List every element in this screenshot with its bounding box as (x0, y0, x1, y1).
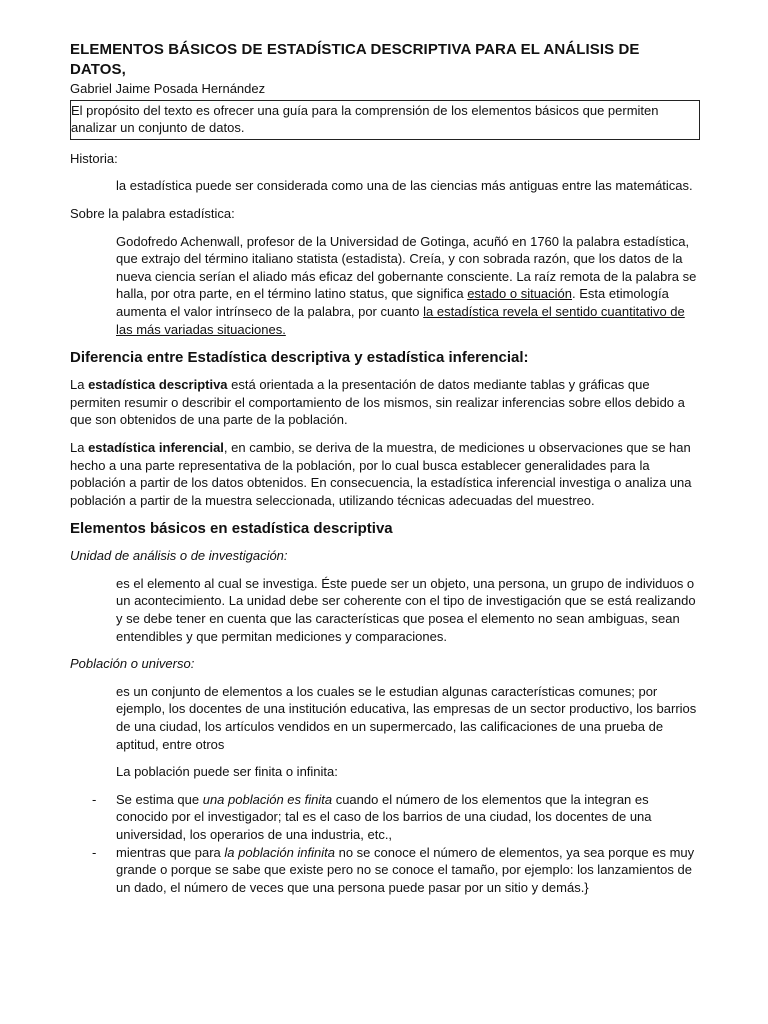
palabra-paragraph (116, 233, 698, 339)
author-name: Gabriel Jaime Posada Hernández (70, 81, 266, 96)
item1-pre: Se estima que (116, 791, 203, 807)
unidad-text: es el elemento al cual se investiga. Éste puede ser un objeto, una persona, un grupo de individuos o un acontecimiento. La unidad debe ser coherente con el tipo de investigación que se está realizando y se debe tener en cuenta que las características que posea el elemento no sean ambiguas, sean entendibles y que permitan mediciones y comparaciones. (116, 575, 696, 644)
inferencial-term: estadística inferencial (88, 439, 224, 455)
historia-block (116, 177, 698, 195)
item2-italic: la población infinita (224, 844, 335, 860)
finita-intro: La población puede ser finita o infinita: (116, 764, 338, 780)
descriptiva-pre: La (70, 377, 89, 393)
descriptiva-text: está orientada a la presentación de datos mediante tablas y gráficas que permiten resumir o describir el comportamiento de los mismos, sin realizar inferencias sobre ellos debido a que son obtenidos de una parte de la población. (70, 377, 685, 428)
historia-label: Historia: (70, 150, 118, 166)
inferencial-pre: La (70, 439, 89, 455)
descriptiva-term: estadística descriptiva (88, 377, 228, 393)
palabra-text-1: Godofredo Achenwall, profesor de la Universidad de Gotinga, acuñó en 1760 la palabra estadística, que extrajo del término italiano statista (estadista). Creía, y con sobrada razón, que los datos de la nueva ciencia serían el aliado más eficaz del gobernante consciente. La raíz remota de la palabra se halla, por otra parte, en el término latino status, que significa (116, 233, 697, 302)
poblacion-text: es un conjunto de elementos a los cuales se le estudian algunas características comunes; por ejemplo, los docentes de una institución educativa, las empresas de un sector productivo, los barrios de una ciudad, los artículos vendidos en un supermercado, las calificaciones de una prueba de aptitud, entre otros (116, 683, 697, 752)
abstract-box (70, 100, 700, 140)
historia-text: la estadística puede ser considerada como una de las ciencias más antiguas entre las matemáticas. (116, 178, 693, 194)
list-item (70, 844, 698, 897)
item1-italic: una población es finita (202, 791, 333, 807)
poblacion-block (116, 683, 698, 781)
palabra-underline-1: estado o situación (467, 286, 572, 302)
inferencial-paragraph (70, 439, 698, 509)
palabra-text-2: . Esta etimología aumenta el valor intrínseco de la palabra, por cuanto (116, 286, 669, 319)
palabra-underline-2: la estadística revela el sentido cuantitativo de las más variadas situaciones. (116, 303, 685, 337)
item2-pre: mientras que para (116, 844, 225, 860)
unidad-block (116, 575, 698, 645)
diferencia-heading: Diferencia entre Estadística descriptiva y estadística inferencial: (70, 349, 529, 367)
item1-text: cuando el número de los elementos que la integran es conocido por el investigador; tal es el caso de los barrios de una ciudad, los docentes de una universidad, los operarios de una industria, etc., (116, 791, 652, 842)
item2-text: no se conoce el número de elementos, ya sea porque es muy grande o porque se sabe que existe pero no se conoce el tamaño, por ejemplo: los lanzamientos de un dado, el número de veces que una persona puede pasar por un sitio y demás.} (116, 844, 695, 895)
poblacion-label: Población o universo: (70, 656, 195, 672)
poblacion-list (70, 791, 698, 897)
inferencial-text: , en cambio, se deriva de la muestra, de mediciones u observaciones que se han hecho a una parte representativa de la población, por lo cual busca establecer generalidades para la población a partir de los datos obtenidos. En consecuencia, la estadística inferencial investiga o analiza una población a partir de la muestra seleccionada, utilizando técnicas adecuadas del muestreo. (70, 439, 692, 508)
descriptiva-paragraph (70, 376, 698, 429)
palabra-label: Sobre la palabra estadística: (70, 205, 235, 221)
document-title: ELEMENTOS BÁSICOS DE ESTADÍSTICA DESCRIPTIVA PARA EL ANÁLISIS DE DATOS, (70, 41, 640, 78)
list-item (70, 791, 698, 844)
abstract-text: El propósito del texto es ofrecer una guía para la comprensión de los elementos básicos que permiten analizar un conjunto de datos. (71, 102, 659, 136)
palabra-block (116, 233, 698, 339)
elementos-heading: Elementos básicos en estadística descriptiva (70, 520, 393, 538)
unidad-label: Unidad de análisis o de investigación: (70, 548, 288, 564)
